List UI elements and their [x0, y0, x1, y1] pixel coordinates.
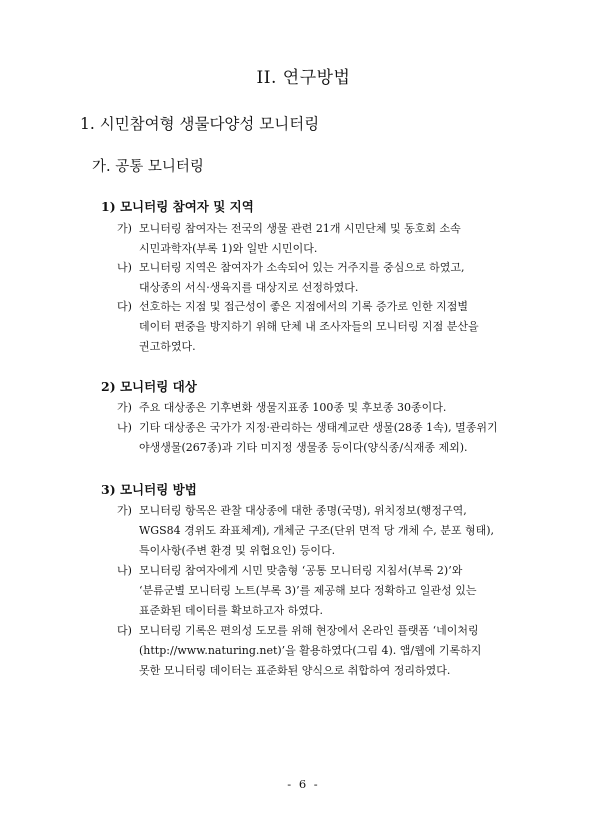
list-line: 데이터 편중을 방지하기 위해 단체 내 조사자들의 모니터링 지점 분산을	[139, 320, 479, 333]
list-marker: 다)	[117, 300, 132, 313]
list-marker: 나)	[117, 421, 132, 434]
part-heading-participants: 1) 모니터링 참여자 및 지역	[101, 199, 254, 214]
list-item	[117, 398, 517, 418]
list-marker: 가)	[117, 504, 132, 517]
list-line: 시민과학자(부록 1)와 일반 시민이다.	[139, 242, 318, 255]
list-line: 표준화된 데이터를 확보하고자 하였다.	[139, 604, 324, 617]
list-item	[117, 621, 517, 681]
list-item	[117, 258, 517, 298]
part-heading-targets: 2) 모니터링 대상	[101, 379, 197, 394]
list-item	[117, 219, 517, 259]
list-line: 주요 대상종은 기후변화 생물지표종 100종 및 후보종 30종이다.	[139, 401, 447, 414]
list-line: 기타 대상종은 국가가 지정·관리하는 생태계교란 생물(28종 1속), 멸종위기	[139, 421, 498, 434]
list-line: 선호하는 지점 및 접근성이 좋은 지점에서의 기록 증가로 인한 지점별	[139, 300, 468, 313]
list-line: 모니터링 항목은 관찰 대상종에 대한 종명(국명), 위치정보(행정구역,	[139, 504, 467, 517]
section-title: 1. 시민참여형 생물다양성 모니터링	[80, 115, 320, 133]
list-line: 모니터링 참여자는 전국의 생물 관련 21개 시민단체 및 동호회 소속	[139, 222, 461, 235]
list-line: 특이사항(주변 환경 및 위협요인) 등이다.	[139, 544, 336, 557]
list-line: (http://www.naturing.net)’을 활용하였다(그림 4). 앱/웹에 기록하지	[139, 644, 482, 657]
list-line: 모니터링 지역은 참여자가 소속되어 있는 거주지를 중심으로 하였고,	[139, 261, 465, 274]
list-line: 모니터링 참여자에게 시민 맞춤형 ‘공통 모니터링 지침서(부록 2)’와	[139, 564, 463, 577]
list-line: WGS84 경위도 좌표체계), 개체군 구조(단위 면적 당 개체 수, 분포 형태),	[139, 524, 494, 537]
chapter-title: II. 연구방법	[256, 68, 351, 88]
page-number: - 6 -	[287, 777, 320, 791]
list-line: ‘분류군별 모니터링 노트(부록 3)’를 제공해 보다 정확하고 일관성 있는	[139, 584, 477, 597]
list-line: 못한 모니터링 데이터는 표준화된 양식으로 취합하여 정리하였다.	[139, 664, 451, 677]
list-line: 모니터링 기록은 편의성 도모를 위해 현장에서 온라인 플랫폼 ‘네이처링	[139, 624, 479, 637]
list-line: 야생생물(267종)과 기타 미지정 생물종 등이다(양식종/식재종 제외).	[139, 441, 468, 454]
list-line: 대상종의 서식·생육지를 대상지로 선정하였다.	[139, 281, 359, 294]
list-item	[117, 561, 517, 621]
list-item	[117, 297, 517, 357]
list-line: 권고하였다.	[139, 340, 196, 353]
part-heading-methods: 3) 모니터링 방법	[101, 482, 197, 497]
list-item	[117, 501, 517, 561]
list-marker: 가)	[117, 222, 132, 235]
list-marker: 나)	[117, 564, 132, 577]
subsection-title: 가. 공통 모니터링	[92, 159, 204, 175]
list-marker: 가)	[117, 401, 132, 414]
list-marker: 나)	[117, 261, 132, 274]
list-item	[117, 418, 517, 458]
list-marker: 다)	[117, 624, 132, 637]
